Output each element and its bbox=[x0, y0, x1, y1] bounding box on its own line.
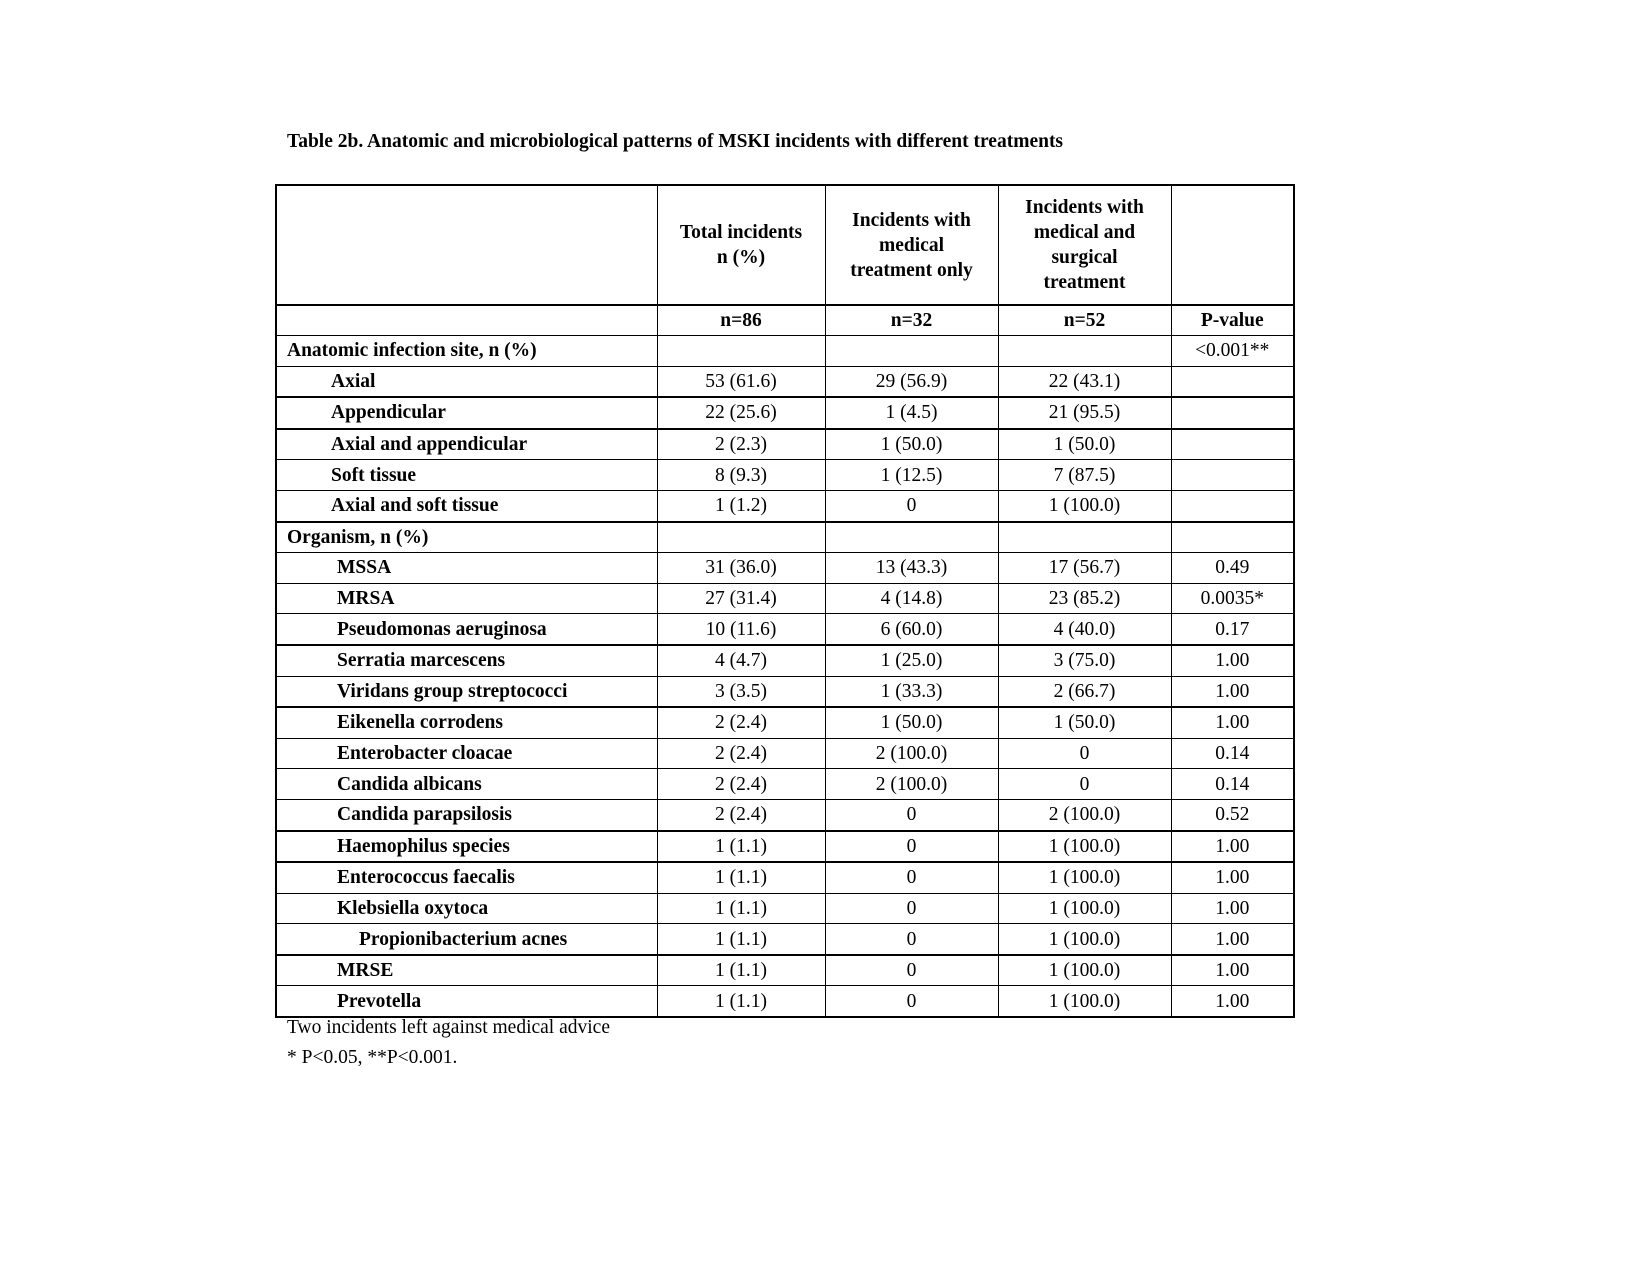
cell-total: 22 (25.6) bbox=[657, 397, 825, 429]
table-row bbox=[276, 366, 1294, 397]
cell-surgical: 1 (100.0) bbox=[998, 831, 1171, 863]
section-label: Organism, n (%) bbox=[276, 522, 657, 553]
cell-pvalue bbox=[1171, 366, 1294, 397]
cell-medical: 0 bbox=[825, 986, 998, 1017]
table-row bbox=[276, 707, 1294, 738]
row-label: Propionibacterium acnes bbox=[276, 924, 657, 955]
table-row bbox=[276, 769, 1294, 800]
row-label: Haemophilus species bbox=[276, 831, 657, 863]
cell-surgical: 0 bbox=[998, 738, 1171, 769]
cell-pvalue: 1.00 bbox=[1171, 924, 1294, 955]
cell-pvalue: 1.00 bbox=[1171, 645, 1294, 676]
table-notes bbox=[287, 1013, 610, 1073]
row-label: Klebsiella oxytoca bbox=[276, 893, 657, 924]
row-label: MRSA bbox=[276, 583, 657, 614]
cell-total: 1 (1.1) bbox=[657, 893, 825, 924]
cell-total: 2 (2.4) bbox=[657, 769, 825, 800]
header-line: n (%) bbox=[716, 247, 766, 268]
cell-surgical: 0 bbox=[998, 769, 1171, 800]
cell-surgical: 2 (66.7) bbox=[998, 676, 1171, 707]
cell-pvalue: 0.52 bbox=[1171, 799, 1294, 830]
table-row bbox=[276, 429, 1294, 460]
table-row bbox=[276, 738, 1294, 769]
row-label: Appendicular bbox=[276, 397, 657, 429]
header-line: medical bbox=[879, 234, 944, 256]
cell-medical: 1 (12.5) bbox=[825, 460, 998, 491]
cell-medical: 0 bbox=[825, 955, 998, 986]
cell-surgical: 2 (100.0) bbox=[998, 799, 1171, 830]
cell-total: 53 (61.6) bbox=[657, 366, 825, 397]
table-row bbox=[276, 583, 1294, 614]
row-label: Axial and soft tissue bbox=[276, 490, 657, 521]
cell-medical: 0 bbox=[825, 862, 998, 893]
row-label: Enterococcus faecalis bbox=[276, 862, 657, 893]
section-empty bbox=[998, 336, 1171, 367]
header-line: surgical bbox=[1051, 247, 1118, 268]
cell-total: 10 (11.6) bbox=[657, 614, 825, 645]
cell-pvalue: 0.14 bbox=[1171, 769, 1294, 800]
note-significance: * P<0.05, **P<0.001. bbox=[287, 1047, 458, 1068]
header-line: medical and bbox=[1033, 222, 1136, 243]
table-row bbox=[276, 831, 1294, 863]
sample-size-row bbox=[276, 305, 1294, 336]
section-empty bbox=[825, 336, 998, 367]
header-empty-cell bbox=[276, 185, 657, 305]
cell-pvalue: 1.00 bbox=[1171, 986, 1294, 1017]
cell-medical: 13 (43.3) bbox=[825, 553, 998, 584]
cell-medical: 0 bbox=[825, 893, 998, 924]
table-row bbox=[276, 553, 1294, 584]
cell-pvalue: 1.00 bbox=[1171, 707, 1294, 738]
header-pvalue-blank bbox=[1171, 185, 1294, 305]
table-row bbox=[276, 955, 1294, 986]
cell-total: 2 (2.4) bbox=[657, 799, 825, 830]
cell-surgical: 23 (85.2) bbox=[998, 583, 1171, 614]
cell-total: 3 (3.5) bbox=[657, 676, 825, 707]
table-row bbox=[276, 397, 1294, 429]
cell-total: 1 (1.1) bbox=[657, 924, 825, 955]
table-row bbox=[276, 924, 1294, 955]
header-medical-surgical bbox=[998, 185, 1171, 305]
cell-medical: 1 (50.0) bbox=[825, 429, 998, 460]
row-label: Serratia marcescens bbox=[276, 645, 657, 676]
note-ama: Two incidents left against medical advice bbox=[287, 1017, 610, 1038]
cell-total: 27 (31.4) bbox=[657, 583, 825, 614]
section-header-row bbox=[276, 336, 1294, 367]
cell-total: 31 (36.0) bbox=[657, 553, 825, 584]
table-row bbox=[276, 460, 1294, 491]
cell-pvalue: 0.17 bbox=[1171, 614, 1294, 645]
cell-total: 2 (2.3) bbox=[657, 429, 825, 460]
table-row bbox=[276, 676, 1294, 707]
row-label: Candida parapsilosis bbox=[276, 799, 657, 830]
table-row bbox=[276, 645, 1294, 676]
section-pvalue bbox=[1171, 522, 1294, 553]
section-empty bbox=[825, 522, 998, 553]
cell-pvalue: 1.00 bbox=[1171, 676, 1294, 707]
cell-total: 8 (9.3) bbox=[657, 460, 825, 491]
row-label: Candida albicans bbox=[276, 769, 657, 800]
row-label: Soft tissue bbox=[276, 460, 657, 491]
row-label: MSSA bbox=[276, 553, 657, 584]
cell-surgical: 1 (50.0) bbox=[998, 429, 1171, 460]
cell-medical: 1 (50.0) bbox=[825, 707, 998, 738]
header-total-incidents bbox=[657, 185, 825, 305]
section-pvalue: <0.001** bbox=[1171, 336, 1294, 367]
n-total: n=86 bbox=[657, 305, 825, 336]
header-line: Incidents with bbox=[1025, 197, 1144, 218]
row-label: MRSE bbox=[276, 955, 657, 986]
cell-surgical: 22 (43.1) bbox=[998, 366, 1171, 397]
table-row bbox=[276, 862, 1294, 893]
row-label: Enterobacter cloacae bbox=[276, 738, 657, 769]
cell-pvalue bbox=[1171, 429, 1294, 460]
table-row bbox=[276, 490, 1294, 521]
cell-total: 1 (1.2) bbox=[657, 490, 825, 521]
cell-surgical: 1 (50.0) bbox=[998, 707, 1171, 738]
cell-medical: 0 bbox=[825, 924, 998, 955]
cell-total: 2 (2.4) bbox=[657, 738, 825, 769]
cell-surgical: 1 (100.0) bbox=[998, 955, 1171, 986]
section-label: Anatomic infection site, n (%) bbox=[276, 336, 657, 367]
cell-surgical: 1 (100.0) bbox=[998, 924, 1171, 955]
row-label: Eikenella corrodens bbox=[276, 707, 657, 738]
cell-total: 1 (1.1) bbox=[657, 986, 825, 1017]
results-table bbox=[275, 184, 1295, 1018]
table-title: Table 2b. Anatomic and microbiological patterns of MSKI incidents with different treatments bbox=[287, 131, 1064, 152]
cell-pvalue bbox=[1171, 397, 1294, 429]
header-medical-only bbox=[825, 185, 998, 305]
header-line: Incidents with bbox=[852, 209, 971, 231]
cell-pvalue: 1.00 bbox=[1171, 831, 1294, 863]
n-row-label bbox=[276, 305, 657, 336]
cell-pvalue: 0.0035* bbox=[1171, 583, 1294, 614]
row-label: Axial bbox=[276, 366, 657, 397]
header-line: treatment only bbox=[850, 259, 973, 281]
table-row bbox=[276, 799, 1294, 830]
cell-medical: 1 (33.3) bbox=[825, 676, 998, 707]
row-label: Axial and appendicular bbox=[276, 429, 657, 460]
cell-medical: 2 (100.0) bbox=[825, 769, 998, 800]
section-empty bbox=[998, 522, 1171, 553]
section-empty bbox=[657, 336, 825, 367]
cell-surgical: 1 (100.0) bbox=[998, 490, 1171, 521]
cell-medical: 1 (4.5) bbox=[825, 397, 998, 429]
cell-surgical: 4 (40.0) bbox=[998, 614, 1171, 645]
section-header-row bbox=[276, 522, 1294, 553]
cell-surgical: 1 (100.0) bbox=[998, 893, 1171, 924]
cell-pvalue: 1.00 bbox=[1171, 955, 1294, 986]
table-row bbox=[276, 893, 1294, 924]
cell-medical: 1 (25.0) bbox=[825, 645, 998, 676]
cell-surgical: 1 (100.0) bbox=[998, 862, 1171, 893]
header-row bbox=[276, 185, 1294, 305]
table-row bbox=[276, 614, 1294, 645]
cell-medical: 2 (100.0) bbox=[825, 738, 998, 769]
row-label: Viridans group streptococci bbox=[276, 676, 657, 707]
cell-total: 1 (1.1) bbox=[657, 955, 825, 986]
cell-total: 1 (1.1) bbox=[657, 862, 825, 893]
cell-medical: 4 (14.8) bbox=[825, 583, 998, 614]
cell-medical: 29 (56.9) bbox=[825, 366, 998, 397]
cell-medical: 0 bbox=[825, 831, 998, 863]
n-surgical: n=52 bbox=[998, 305, 1171, 336]
cell-pvalue: 1.00 bbox=[1171, 862, 1294, 893]
cell-pvalue: 0.14 bbox=[1171, 738, 1294, 769]
cell-total: 2 (2.4) bbox=[657, 707, 825, 738]
cell-surgical: 21 (95.5) bbox=[998, 397, 1171, 429]
cell-surgical: 3 (75.0) bbox=[998, 645, 1171, 676]
cell-surgical: 17 (56.7) bbox=[998, 553, 1171, 584]
cell-medical: 0 bbox=[825, 490, 998, 521]
cell-medical: 0 bbox=[825, 799, 998, 830]
cell-total: 4 (4.7) bbox=[657, 645, 825, 676]
n-medical: n=32 bbox=[825, 305, 998, 336]
section-empty bbox=[657, 522, 825, 553]
cell-pvalue bbox=[1171, 460, 1294, 491]
cell-pvalue: 1.00 bbox=[1171, 893, 1294, 924]
row-label: Pseudomonas aeruginosa bbox=[276, 614, 657, 645]
cell-pvalue: 0.49 bbox=[1171, 553, 1294, 584]
pvalue-header: P-value bbox=[1171, 305, 1294, 336]
row-label: Prevotella bbox=[276, 986, 657, 1017]
header-line: Total incidents bbox=[679, 222, 803, 243]
cell-surgical: 7 (87.5) bbox=[998, 460, 1171, 491]
cell-pvalue bbox=[1171, 490, 1294, 521]
cell-total: 1 (1.1) bbox=[657, 831, 825, 863]
cell-surgical: 1 (100.0) bbox=[998, 986, 1171, 1017]
header-line: treatment bbox=[1043, 272, 1126, 293]
cell-medical: 6 (60.0) bbox=[825, 614, 998, 645]
